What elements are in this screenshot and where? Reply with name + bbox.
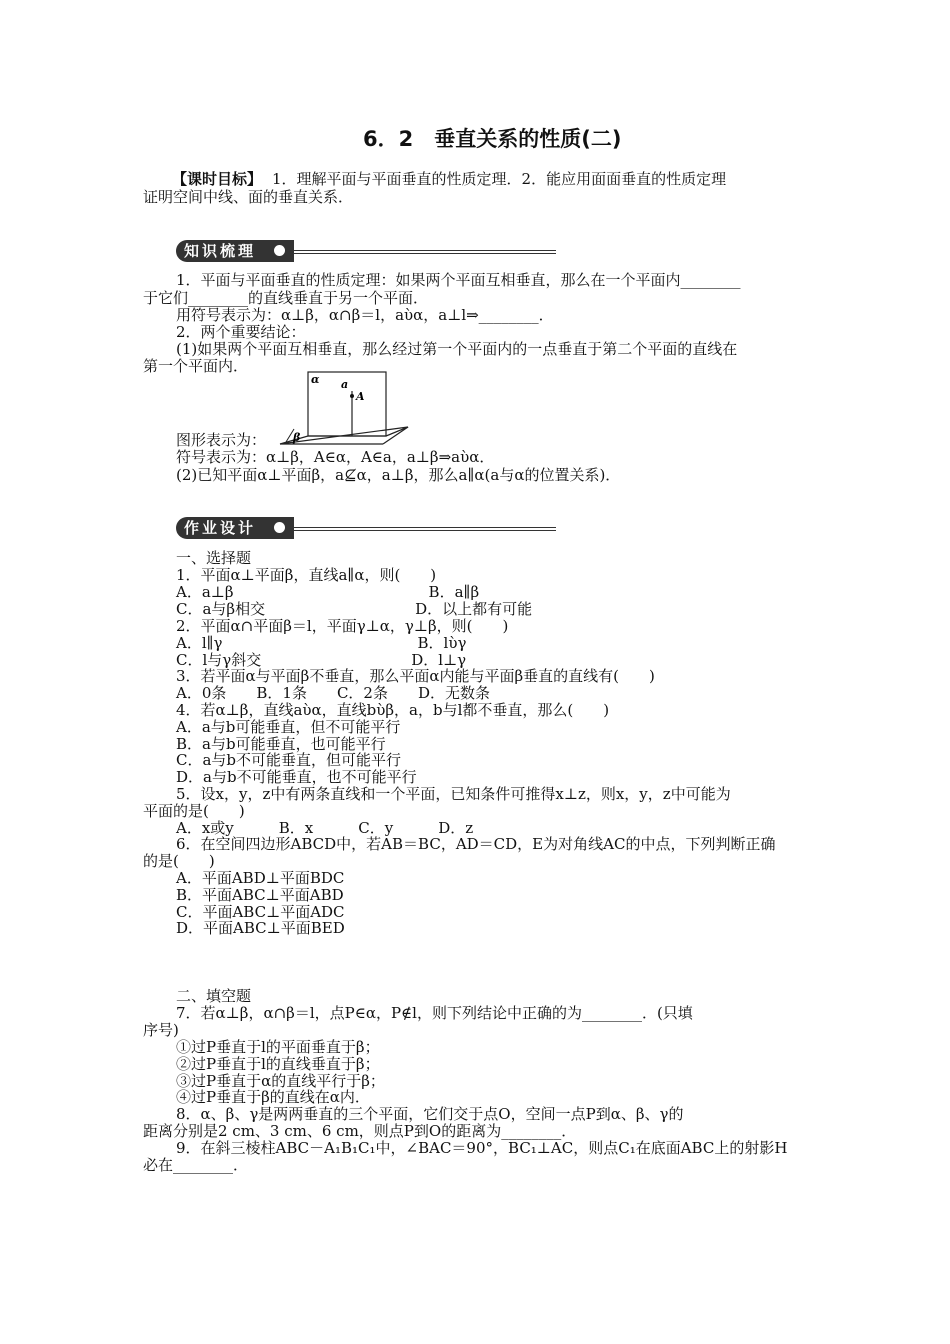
homework-line: ①过P垂直于l的平面垂直于β； xyxy=(176,1038,380,1056)
homework-line: 1．平面α⊥平面β，直线a∥α，则( ) xyxy=(176,566,437,584)
knowledge-symbol-line: 符号表示为：α⊥β，A∈α，A∈a，a⊥β⇒aὺα． xyxy=(176,448,495,466)
objectives-line-2: 证明空间中线、面的垂直关系． xyxy=(143,188,354,206)
homework-line: 距离分别是2 cm、3 cm、6 cm，则点P到O的距离为________． xyxy=(143,1122,577,1140)
knowledge-line-2: 于它们________的直线垂直于另一个平面． xyxy=(143,289,429,307)
homework-line: 一、选择题 xyxy=(176,549,252,567)
homework-line: 5．设x，y，z中有两条直线和一个平面，已知条件可推得x⊥z，则x，y，z中可能为 xyxy=(176,785,731,803)
homework-line: ④过P垂直于β的直线在α内． xyxy=(176,1088,370,1106)
homework-line: B．a与b可能垂直，也可能平行 xyxy=(176,735,386,753)
homework-line: C．a与b不可能垂直，但可能平行 xyxy=(176,751,402,769)
figure-label-alpha: α xyxy=(311,373,320,386)
homework-line: ②过P垂直于l的直线垂直于β； xyxy=(176,1055,380,1073)
homework-line: C．l与γ斜交 D．l⊥γ xyxy=(176,651,467,669)
figure-label-beta: β xyxy=(293,431,301,444)
homework-line: 2．平面α∩平面β＝l，平面γ⊥α，γ⊥β，则( ) xyxy=(176,617,509,635)
section-heading-label: 作业设计 xyxy=(176,517,294,539)
homework-line: 序号) xyxy=(143,1021,179,1039)
figure-label-a: a xyxy=(341,378,349,391)
knowledge-line-3: 用符号表示为：α⊥β，α∩β＝l，aὺα，a⊥l⇒________． xyxy=(176,306,554,324)
section-rule xyxy=(294,530,556,531)
section-rule xyxy=(294,250,556,251)
homework-line: 9．在斜三棱柱ABC－A₁B₁C₁中，∠BAC＝90°，BC₁⊥AC，则点C₁在底面ABC上的射影H xyxy=(176,1139,788,1157)
homework-line: A．x或y B．x C．y D．z xyxy=(176,819,474,837)
homework-line: 6．在空间四边形ABCD中，若AB＝BC，AD＝CD，E为对角线AC的中点，下列判断正确 xyxy=(176,835,776,853)
section-heading-label: 知识梳理 xyxy=(176,240,294,262)
homework-line: 8．α、β、γ是两两垂直的三个平面，它们交于点O，空间一点P到α、β、γ的 xyxy=(176,1105,684,1123)
knowledge-figure-caption: 图形表示为： xyxy=(176,431,267,449)
figure-label-A: A xyxy=(356,390,365,403)
knowledge-line-1: 1．平面与平面垂直的性质定理：如果两个平面互相垂直，那么在一个平面内________ xyxy=(176,271,741,289)
homework-line: ③过P垂直于α的直线平行于β； xyxy=(176,1072,385,1090)
homework-line: A．a⊥β B．a∥β xyxy=(176,583,480,601)
homework-line: C．平面ABC⊥平面ADC xyxy=(176,903,345,921)
homework-line: B．平面ABC⊥平面ABD xyxy=(176,886,344,904)
knowledge-line-4: 2．两个重要结论： xyxy=(176,323,306,341)
knowledge-line-5: (1)如果两个平面互相垂直，那么经过第一个平面内的一点垂直于第二个平面的直线在 xyxy=(176,340,738,358)
objectives-label: 【课时目标】 xyxy=(172,170,263,188)
homework-line: 3．若平面α与平面β不垂直，那么平面α内能与平面β垂直的直线有( ) xyxy=(176,667,655,685)
homework-line: 4．若α⊥β，直线aὺα，直线bὺβ，a，b与l都不垂直，那么( ) xyxy=(176,701,610,719)
homework-line: 的是( ) xyxy=(143,852,215,870)
homework-line: D．平面ABC⊥平面BED xyxy=(176,919,345,937)
knowledge-line-6: 第一个平面内． xyxy=(143,357,249,375)
homework-line: A．a与b可能垂直，但不可能平行 xyxy=(176,718,401,736)
homework-line: 7．若α⊥β，α∩β＝l，点P∈α，P∉l，则下列结论中正确的为________．(只填 xyxy=(176,1004,693,1022)
section-rule xyxy=(294,527,556,528)
homework-line: 二、填空题 xyxy=(176,987,252,1005)
bullet-dot-icon xyxy=(274,522,285,533)
homework-line: 平面的是( ) xyxy=(143,802,245,820)
homework-line: 必在________． xyxy=(143,1156,249,1174)
homework-line: C．a与β相交 D．以上都有可能 xyxy=(176,600,533,618)
page-title: 6．2 垂直关系的性质(二) xyxy=(363,127,622,151)
section-heading-knowledge xyxy=(176,240,558,262)
objectives-line-1: 1．理解平面与平面垂直的性质定理．2．能应用面面垂直的性质定理 xyxy=(272,170,727,188)
homework-line: A．0条 B．1条 C．2条 D．无数条 xyxy=(176,684,490,702)
section-heading-homework xyxy=(176,517,558,539)
knowledge-conclusion-2: (2)已知平面α⊥平面β，a⊈α，a⊥β，那么a∥α(a与α的位置关系)． xyxy=(176,466,621,484)
homework-line: A．平面ABD⊥平面BDC xyxy=(176,869,345,887)
homework-line: A．l∥γ B．lὺγ xyxy=(176,634,467,652)
bullet-dot-icon xyxy=(274,245,285,256)
plane-perpendicular-figure xyxy=(278,369,418,449)
section-rule xyxy=(294,253,556,254)
homework-line: D．a与b不可能垂直，也不可能平行 xyxy=(176,768,417,786)
